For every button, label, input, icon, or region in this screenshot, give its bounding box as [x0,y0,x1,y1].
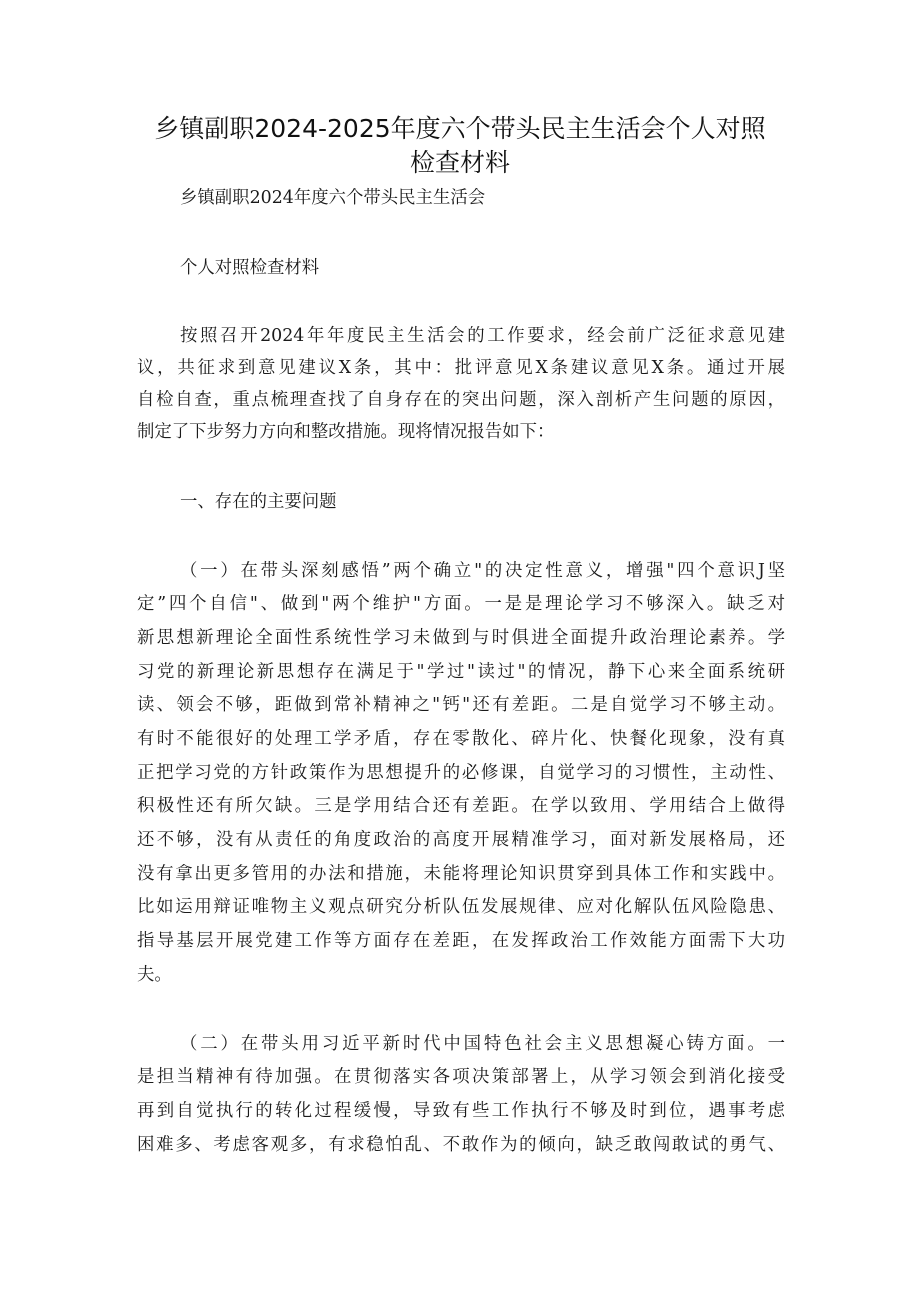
paragraph-line: 指导基层开展党建工作等方面存在差距，在发挥政治工作效能方面需下大功 [137,931,785,951]
paragraph-line: 制定了下步努力方向和整改措施。现将情况报告如下： [137,422,555,442]
paragraph-line: 积极性还有所欠缺。三是学用结合还有差距。在学以致用、学用结合上做得 [137,796,785,816]
section-heading: 一、存在的主要问题 [180,492,337,512]
paragraph-line: 自检自查，重点梳理查找了自身存在的突出问题，深入剖析产生问题的原因， [137,390,785,410]
subtitle-continued: 个人对照检查材料 [180,258,320,278]
paragraph-line: 定”四个自信"、做到"两个维护"方面。一是是理论学习不够深入。缺乏对 [137,594,785,614]
paragraph-line: 有时不能很好的处理工学矛盾，存在零散化、碎片化、快餐化现象，没有真 [137,729,785,749]
paragraph-line: 议，共征求到意见建议X条，其中：批评意见X条建议意见X条。通过开展 [137,358,785,378]
document-title: 乡镇副职2024-2025年度六个带头民主生活会个人对照 [154,114,766,143]
paragraph-line: 困难多、考虑客观多，有求稳怕乱、不敢作为的倾向，缺乏敢闯敢试的勇气、 [137,1135,785,1155]
paragraph-line: 读、领会不够，距做到常补精神之"钙"还有差距。二是自觉学习不够主动。 [137,695,785,715]
paragraph-line: 比如运用辩证唯物主义观点研究分析队伍发展规律、应对化解队伍风险隐患、 [137,897,785,917]
paragraph-line: 没有拿出更多管用的办法和措施，未能将理论知识贯穿到具体工作和实践中。 [137,864,785,884]
paragraph-line: 夫。 [137,965,172,985]
paragraph-line: 再到自觉执行的转化过程缓慢，导致有些工作执行不够及时到位，遇事考虑 [137,1101,785,1121]
paragraph-line: 还不够，没有从责任的角度政治的高度开展精准学习，面对新发展格局，还 [137,830,785,850]
paragraph-line: 正把学习党的方针政策作为思想提升的必修课，自觉学习的习惯性，主动性、 [137,763,785,783]
subtitle: 乡镇副职2024年度六个带头民主生活会 [180,188,486,208]
paragraph-line: 习党的新理论新思想存在满足于"学过"读过"的情况，静下心来全面系统研 [137,662,785,682]
paragraph-line: （二）在带头用习近平新时代中国特色社会主义思想凝心铸方面。一 [180,1034,785,1054]
paragraph-line: 新思想新理论全面性系统性学习未做到与时俱进全面提升政治理论素养。学 [137,628,785,648]
paragraph-line: 按照召开2024年年度民主生活会的工作要求，经会前广泛征求意见建 [180,326,785,346]
paragraph-line: （一）在带头深刻感悟”两个确立"的决定性意义，增强"四个意识J坚 [180,561,785,581]
paragraph-line: 是担当精神有待加强。在贯彻落实各项决策部署上，从学习领会到消化接受 [137,1067,785,1087]
document-title-continued: 检查材料 [409,148,510,177]
